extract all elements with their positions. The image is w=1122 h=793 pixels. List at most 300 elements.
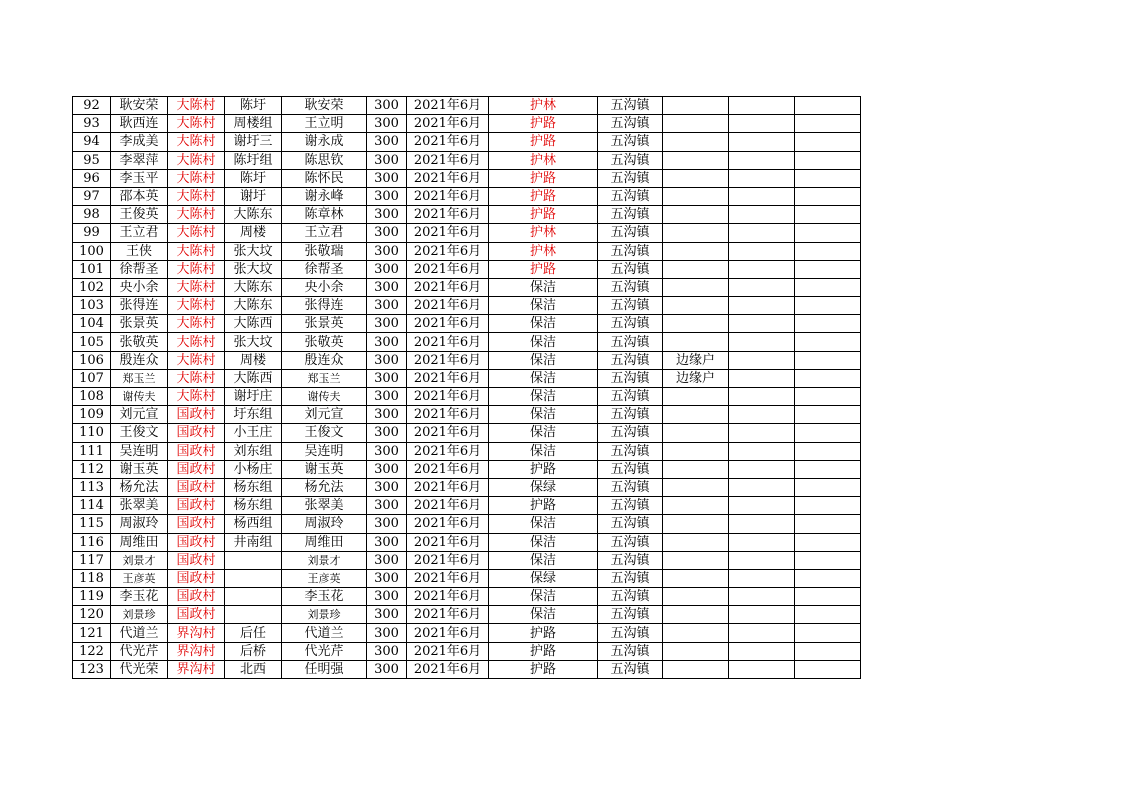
cell-number[interactable]: 94 [73, 133, 111, 151]
cell-amount[interactable]: 300 [367, 424, 407, 442]
cell-empty[interactable] [795, 151, 861, 169]
cell-job[interactable]: 保洁 [489, 424, 598, 442]
cell-note[interactable] [663, 333, 729, 351]
cell-name[interactable]: 代光荣 [111, 660, 168, 678]
cell-empty[interactable] [795, 260, 861, 278]
cell-number[interactable]: 101 [73, 260, 111, 278]
cell-empty[interactable] [729, 424, 795, 442]
cell-payee[interactable]: 王立明 [282, 115, 367, 133]
cell-job[interactable]: 保洁 [489, 442, 598, 460]
cell-job[interactable]: 护林 [489, 242, 598, 260]
cell-town[interactable]: 五沟镇 [598, 478, 663, 496]
cell-group[interactable]: 张大坟 [225, 260, 282, 278]
cell-job[interactable]: 保洁 [489, 606, 598, 624]
cell-payee[interactable]: 代光芹 [282, 642, 367, 660]
cell-group[interactable]: 张大坟 [225, 333, 282, 351]
cell-note[interactable]: 边缘户 [663, 369, 729, 387]
cell-job[interactable]: 护路 [489, 460, 598, 478]
cell-empty[interactable] [795, 551, 861, 569]
cell-amount[interactable]: 300 [367, 169, 407, 187]
cell-name[interactable]: 谢玉英 [111, 460, 168, 478]
cell-number[interactable]: 95 [73, 151, 111, 169]
cell-empty[interactable] [729, 460, 795, 478]
cell-payee[interactable]: 谢玉英 [282, 460, 367, 478]
cell-group[interactable]: 大陈东 [225, 297, 282, 315]
cell-number[interactable]: 97 [73, 187, 111, 205]
cell-number[interactable]: 98 [73, 206, 111, 224]
cell-empty[interactable] [729, 406, 795, 424]
cell-amount[interactable]: 300 [367, 515, 407, 533]
cell-number[interactable]: 92 [73, 97, 111, 115]
cell-date[interactable]: 2021年6月 [407, 660, 489, 678]
cell-name[interactable]: 李玉花 [111, 588, 168, 606]
cell-payee[interactable]: 张翠美 [282, 497, 367, 515]
cell-payee[interactable]: 陈思钦 [282, 151, 367, 169]
cell-empty[interactable] [729, 478, 795, 496]
cell-payee[interactable]: 刘景珍 [282, 606, 367, 624]
cell-date[interactable]: 2021年6月 [407, 569, 489, 587]
cell-group[interactable]: 杨东组 [225, 497, 282, 515]
cell-group[interactable]: 大陈西 [225, 315, 282, 333]
cell-village[interactable]: 界沟村 [168, 660, 225, 678]
cell-number[interactable]: 96 [73, 169, 111, 187]
cell-town[interactable]: 五沟镇 [598, 242, 663, 260]
cell-name[interactable]: 张景英 [111, 315, 168, 333]
cell-amount[interactable]: 300 [367, 315, 407, 333]
cell-village[interactable]: 国政村 [168, 478, 225, 496]
cell-village[interactable]: 大陈村 [168, 278, 225, 296]
cell-number[interactable]: 109 [73, 406, 111, 424]
cell-job[interactable]: 保洁 [489, 388, 598, 406]
cell-amount[interactable]: 300 [367, 406, 407, 424]
cell-amount[interactable]: 300 [367, 297, 407, 315]
cell-empty[interactable] [729, 533, 795, 551]
cell-amount[interactable]: 300 [367, 133, 407, 151]
cell-empty[interactable] [795, 97, 861, 115]
cell-amount[interactable]: 300 [367, 333, 407, 351]
cell-job[interactable]: 保洁 [489, 515, 598, 533]
cell-note[interactable] [663, 133, 729, 151]
cell-empty[interactable] [729, 624, 795, 642]
cell-note[interactable] [663, 297, 729, 315]
cell-job[interactable]: 护路 [489, 660, 598, 678]
cell-empty[interactable] [729, 151, 795, 169]
cell-empty[interactable] [795, 369, 861, 387]
cell-note[interactable] [663, 606, 729, 624]
cell-group[interactable]: 井南组 [225, 533, 282, 551]
cell-note[interactable] [663, 206, 729, 224]
cell-empty[interactable] [729, 497, 795, 515]
cell-village[interactable]: 大陈村 [168, 133, 225, 151]
cell-empty[interactable] [729, 660, 795, 678]
cell-town[interactable]: 五沟镇 [598, 551, 663, 569]
cell-note[interactable] [663, 515, 729, 533]
cell-group[interactable]: 张大坟 [225, 242, 282, 260]
cell-number[interactable]: 100 [73, 242, 111, 260]
cell-empty[interactable] [795, 351, 861, 369]
cell-empty[interactable] [729, 569, 795, 587]
cell-village[interactable]: 国政村 [168, 515, 225, 533]
cell-name[interactable]: 殷连众 [111, 351, 168, 369]
cell-number[interactable]: 111 [73, 442, 111, 460]
cell-date[interactable]: 2021年6月 [407, 97, 489, 115]
cell-village[interactable]: 国政村 [168, 551, 225, 569]
cell-town[interactable]: 五沟镇 [598, 133, 663, 151]
cell-empty[interactable] [729, 169, 795, 187]
cell-payee[interactable]: 张敬英 [282, 333, 367, 351]
cell-town[interactable]: 五沟镇 [598, 297, 663, 315]
cell-empty[interactable] [795, 660, 861, 678]
cell-job[interactable]: 护林 [489, 151, 598, 169]
cell-job[interactable]: 护路 [489, 187, 598, 205]
cell-date[interactable]: 2021年6月 [407, 133, 489, 151]
cell-name[interactable]: 王俊英 [111, 206, 168, 224]
cell-payee[interactable]: 耿安荣 [282, 97, 367, 115]
cell-empty[interactable] [795, 442, 861, 460]
cell-town[interactable]: 五沟镇 [598, 515, 663, 533]
cell-note[interactable] [663, 187, 729, 205]
cell-village[interactable]: 大陈村 [168, 388, 225, 406]
cell-group[interactable]: 大陈东 [225, 206, 282, 224]
cell-town[interactable]: 五沟镇 [598, 406, 663, 424]
cell-payee[interactable]: 代道兰 [282, 624, 367, 642]
cell-empty[interactable] [729, 588, 795, 606]
cell-name[interactable]: 张敬英 [111, 333, 168, 351]
cell-group[interactable] [225, 569, 282, 587]
cell-note[interactable] [663, 151, 729, 169]
cell-town[interactable]: 五沟镇 [598, 333, 663, 351]
cell-note[interactable] [663, 569, 729, 587]
cell-note[interactable] [663, 660, 729, 678]
cell-amount[interactable]: 300 [367, 115, 407, 133]
cell-group[interactable]: 大陈西 [225, 369, 282, 387]
cell-job[interactable]: 保洁 [489, 315, 598, 333]
cell-job[interactable]: 保洁 [489, 406, 598, 424]
cell-number[interactable]: 112 [73, 460, 111, 478]
cell-town[interactable]: 五沟镇 [598, 169, 663, 187]
cell-village[interactable]: 大陈村 [168, 151, 225, 169]
cell-amount[interactable]: 300 [367, 351, 407, 369]
cell-village[interactable]: 国政村 [168, 424, 225, 442]
cell-empty[interactable] [729, 133, 795, 151]
cell-date[interactable]: 2021年6月 [407, 333, 489, 351]
cell-town[interactable]: 五沟镇 [598, 442, 663, 460]
cell-date[interactable]: 2021年6月 [407, 442, 489, 460]
cell-job[interactable]: 护林 [489, 224, 598, 242]
cell-empty[interactable] [795, 533, 861, 551]
cell-name[interactable]: 刘元宣 [111, 406, 168, 424]
cell-number[interactable]: 104 [73, 315, 111, 333]
cell-name[interactable]: 张翠美 [111, 497, 168, 515]
cell-date[interactable]: 2021年6月 [407, 169, 489, 187]
cell-group[interactable]: 大陈东 [225, 278, 282, 296]
cell-empty[interactable] [729, 97, 795, 115]
cell-job[interactable]: 保洁 [489, 297, 598, 315]
cell-name[interactable]: 王彦英 [111, 569, 168, 587]
cell-note[interactable] [663, 406, 729, 424]
cell-empty[interactable] [729, 351, 795, 369]
cell-village[interactable]: 大陈村 [168, 333, 225, 351]
cell-date[interactable]: 2021年6月 [407, 460, 489, 478]
cell-payee[interactable]: 吴连明 [282, 442, 367, 460]
cell-empty[interactable] [795, 133, 861, 151]
cell-empty[interactable] [795, 515, 861, 533]
cell-name[interactable]: 郑玉兰 [111, 369, 168, 387]
cell-note[interactable] [663, 533, 729, 551]
cell-name[interactable]: 李翠萍 [111, 151, 168, 169]
cell-name[interactable]: 刘景珍 [111, 606, 168, 624]
cell-amount[interactable]: 300 [367, 97, 407, 115]
cell-town[interactable]: 五沟镇 [598, 369, 663, 387]
cell-group[interactable] [225, 551, 282, 569]
cell-payee[interactable]: 谢永峰 [282, 187, 367, 205]
cell-date[interactable]: 2021年6月 [407, 624, 489, 642]
cell-date[interactable]: 2021年6月 [407, 369, 489, 387]
cell-village[interactable]: 大陈村 [168, 187, 225, 205]
cell-town[interactable]: 五沟镇 [598, 278, 663, 296]
cell-empty[interactable] [795, 224, 861, 242]
cell-town[interactable]: 五沟镇 [598, 97, 663, 115]
cell-empty[interactable] [795, 406, 861, 424]
cell-town[interactable]: 五沟镇 [598, 260, 663, 278]
cell-date[interactable]: 2021年6月 [407, 478, 489, 496]
cell-number[interactable]: 113 [73, 478, 111, 496]
cell-date[interactable]: 2021年6月 [407, 551, 489, 569]
cell-village[interactable]: 大陈村 [168, 115, 225, 133]
cell-date[interactable]: 2021年6月 [407, 187, 489, 205]
cell-empty[interactable] [795, 206, 861, 224]
cell-amount[interactable]: 300 [367, 442, 407, 460]
cell-name[interactable]: 代道兰 [111, 624, 168, 642]
cell-number[interactable]: 120 [73, 606, 111, 624]
cell-town[interactable]: 五沟镇 [598, 351, 663, 369]
cell-number[interactable]: 107 [73, 369, 111, 387]
cell-payee[interactable]: 谢永成 [282, 133, 367, 151]
cell-number[interactable]: 121 [73, 624, 111, 642]
cell-name[interactable]: 王立君 [111, 224, 168, 242]
cell-village[interactable]: 国政村 [168, 406, 225, 424]
cell-town[interactable]: 五沟镇 [598, 224, 663, 242]
cell-payee[interactable]: 陈章林 [282, 206, 367, 224]
cell-empty[interactable] [729, 333, 795, 351]
cell-empty[interactable] [729, 642, 795, 660]
cell-empty[interactable] [729, 278, 795, 296]
cell-name[interactable]: 周淑玲 [111, 515, 168, 533]
cell-number[interactable]: 117 [73, 551, 111, 569]
cell-job[interactable]: 护路 [489, 497, 598, 515]
cell-payee[interactable]: 周维田 [282, 533, 367, 551]
cell-village[interactable]: 界沟村 [168, 624, 225, 642]
cell-name[interactable]: 代光芹 [111, 642, 168, 660]
cell-town[interactable]: 五沟镇 [598, 187, 663, 205]
cell-amount[interactable]: 300 [367, 151, 407, 169]
cell-town[interactable]: 五沟镇 [598, 315, 663, 333]
cell-empty[interactable] [795, 115, 861, 133]
cell-village[interactable]: 大陈村 [168, 315, 225, 333]
cell-date[interactable]: 2021年6月 [407, 242, 489, 260]
cell-payee[interactable]: 谢传夫 [282, 388, 367, 406]
cell-amount[interactable]: 300 [367, 187, 407, 205]
cell-job[interactable]: 保洁 [489, 588, 598, 606]
cell-amount[interactable]: 300 [367, 242, 407, 260]
cell-empty[interactable] [729, 187, 795, 205]
cell-group[interactable]: 谢圩庄 [225, 388, 282, 406]
cell-job[interactable]: 保洁 [489, 533, 598, 551]
cell-note[interactable] [663, 169, 729, 187]
cell-name[interactable]: 王侠 [111, 242, 168, 260]
cell-date[interactable]: 2021年6月 [407, 497, 489, 515]
cell-empty[interactable] [729, 551, 795, 569]
cell-name[interactable]: 李玉平 [111, 169, 168, 187]
cell-number[interactable]: 108 [73, 388, 111, 406]
cell-village[interactable]: 国政村 [168, 533, 225, 551]
cell-amount[interactable]: 300 [367, 533, 407, 551]
cell-empty[interactable] [729, 315, 795, 333]
cell-payee[interactable]: 徐帮圣 [282, 260, 367, 278]
cell-group[interactable] [225, 588, 282, 606]
cell-amount[interactable]: 300 [367, 478, 407, 496]
cell-number[interactable]: 119 [73, 588, 111, 606]
cell-note[interactable] [663, 315, 729, 333]
cell-payee[interactable]: 刘景才 [282, 551, 367, 569]
cell-date[interactable]: 2021年6月 [407, 515, 489, 533]
cell-group[interactable]: 杨东组 [225, 478, 282, 496]
cell-note[interactable]: 边缘户 [663, 351, 729, 369]
cell-date[interactable]: 2021年6月 [407, 606, 489, 624]
cell-number[interactable]: 93 [73, 115, 111, 133]
cell-village[interactable]: 国政村 [168, 606, 225, 624]
cell-number[interactable]: 99 [73, 224, 111, 242]
cell-empty[interactable] [729, 442, 795, 460]
cell-empty[interactable] [795, 187, 861, 205]
cell-name[interactable]: 王俊文 [111, 424, 168, 442]
cell-payee[interactable]: 张景英 [282, 315, 367, 333]
cell-town[interactable]: 五沟镇 [598, 497, 663, 515]
cell-date[interactable]: 2021年6月 [407, 642, 489, 660]
cell-village[interactable]: 国政村 [168, 497, 225, 515]
cell-village[interactable]: 大陈村 [168, 206, 225, 224]
cell-empty[interactable] [729, 297, 795, 315]
cell-date[interactable]: 2021年6月 [407, 206, 489, 224]
cell-empty[interactable] [729, 115, 795, 133]
cell-group[interactable]: 后任 [225, 624, 282, 642]
cell-number[interactable]: 122 [73, 642, 111, 660]
cell-note[interactable] [663, 442, 729, 460]
cell-empty[interactable] [795, 278, 861, 296]
cell-note[interactable] [663, 460, 729, 478]
cell-village[interactable]: 大陈村 [168, 224, 225, 242]
cell-group[interactable]: 圩东组 [225, 406, 282, 424]
cell-empty[interactable] [795, 315, 861, 333]
cell-note[interactable] [663, 588, 729, 606]
cell-town[interactable]: 五沟镇 [598, 569, 663, 587]
cell-job[interactable]: 保绿 [489, 478, 598, 496]
cell-amount[interactable]: 300 [367, 369, 407, 387]
cell-name[interactable]: 吴连明 [111, 442, 168, 460]
cell-empty[interactable] [729, 224, 795, 242]
cell-date[interactable]: 2021年6月 [407, 533, 489, 551]
cell-note[interactable] [663, 97, 729, 115]
cell-town[interactable]: 五沟镇 [598, 206, 663, 224]
cell-amount[interactable]: 300 [367, 278, 407, 296]
cell-note[interactable] [663, 388, 729, 406]
cell-village[interactable]: 国政村 [168, 569, 225, 587]
cell-village[interactable]: 大陈村 [168, 260, 225, 278]
cell-job[interactable]: 保绿 [489, 569, 598, 587]
cell-empty[interactable] [729, 515, 795, 533]
cell-job[interactable]: 护路 [489, 642, 598, 660]
cell-amount[interactable]: 300 [367, 624, 407, 642]
cell-job[interactable]: 护林 [489, 97, 598, 115]
cell-date[interactable]: 2021年6月 [407, 151, 489, 169]
cell-amount[interactable]: 300 [367, 588, 407, 606]
cell-note[interactable] [663, 478, 729, 496]
cell-name[interactable]: 张得连 [111, 297, 168, 315]
cell-empty[interactable] [795, 333, 861, 351]
cell-job[interactable]: 保洁 [489, 369, 598, 387]
cell-note[interactable] [663, 642, 729, 660]
cell-town[interactable]: 五沟镇 [598, 115, 663, 133]
cell-amount[interactable]: 300 [367, 642, 407, 660]
cell-job[interactable]: 保洁 [489, 333, 598, 351]
cell-amount[interactable]: 300 [367, 569, 407, 587]
cell-village[interactable]: 界沟村 [168, 642, 225, 660]
cell-town[interactable]: 五沟镇 [598, 642, 663, 660]
cell-empty[interactable] [795, 242, 861, 260]
cell-job[interactable]: 保洁 [489, 551, 598, 569]
cell-payee[interactable]: 刘元宣 [282, 406, 367, 424]
cell-village[interactable]: 大陈村 [168, 297, 225, 315]
cell-empty[interactable] [795, 169, 861, 187]
cell-date[interactable]: 2021年6月 [407, 315, 489, 333]
cell-town[interactable]: 五沟镇 [598, 660, 663, 678]
cell-date[interactable]: 2021年6月 [407, 278, 489, 296]
cell-town[interactable]: 五沟镇 [598, 588, 663, 606]
cell-amount[interactable]: 300 [367, 497, 407, 515]
cell-group[interactable]: 北西 [225, 660, 282, 678]
cell-number[interactable]: 118 [73, 569, 111, 587]
cell-amount[interactable]: 300 [367, 260, 407, 278]
cell-number[interactable]: 110 [73, 424, 111, 442]
cell-note[interactable] [663, 497, 729, 515]
cell-empty[interactable] [729, 206, 795, 224]
cell-note[interactable] [663, 224, 729, 242]
cell-village[interactable]: 大陈村 [168, 351, 225, 369]
cell-empty[interactable] [795, 642, 861, 660]
cell-empty[interactable] [729, 369, 795, 387]
cell-date[interactable]: 2021年6月 [407, 260, 489, 278]
cell-payee[interactable]: 张敬瑞 [282, 242, 367, 260]
cell-number[interactable]: 106 [73, 351, 111, 369]
cell-group[interactable]: 周楼 [225, 224, 282, 242]
cell-group[interactable]: 小杨庄 [225, 460, 282, 478]
cell-note[interactable] [663, 278, 729, 296]
cell-group[interactable] [225, 606, 282, 624]
cell-number[interactable]: 105 [73, 333, 111, 351]
cell-name[interactable]: 央小余 [111, 278, 168, 296]
cell-note[interactable] [663, 242, 729, 260]
cell-amount[interactable]: 300 [367, 460, 407, 478]
cell-group[interactable]: 杨西组 [225, 515, 282, 533]
cell-job[interactable]: 保洁 [489, 278, 598, 296]
cell-empty[interactable] [795, 478, 861, 496]
cell-payee[interactable]: 周淑玲 [282, 515, 367, 533]
cell-note[interactable] [663, 551, 729, 569]
cell-empty[interactable] [729, 242, 795, 260]
cell-date[interactable]: 2021年6月 [407, 424, 489, 442]
cell-number[interactable]: 116 [73, 533, 111, 551]
cell-job[interactable]: 保洁 [489, 351, 598, 369]
